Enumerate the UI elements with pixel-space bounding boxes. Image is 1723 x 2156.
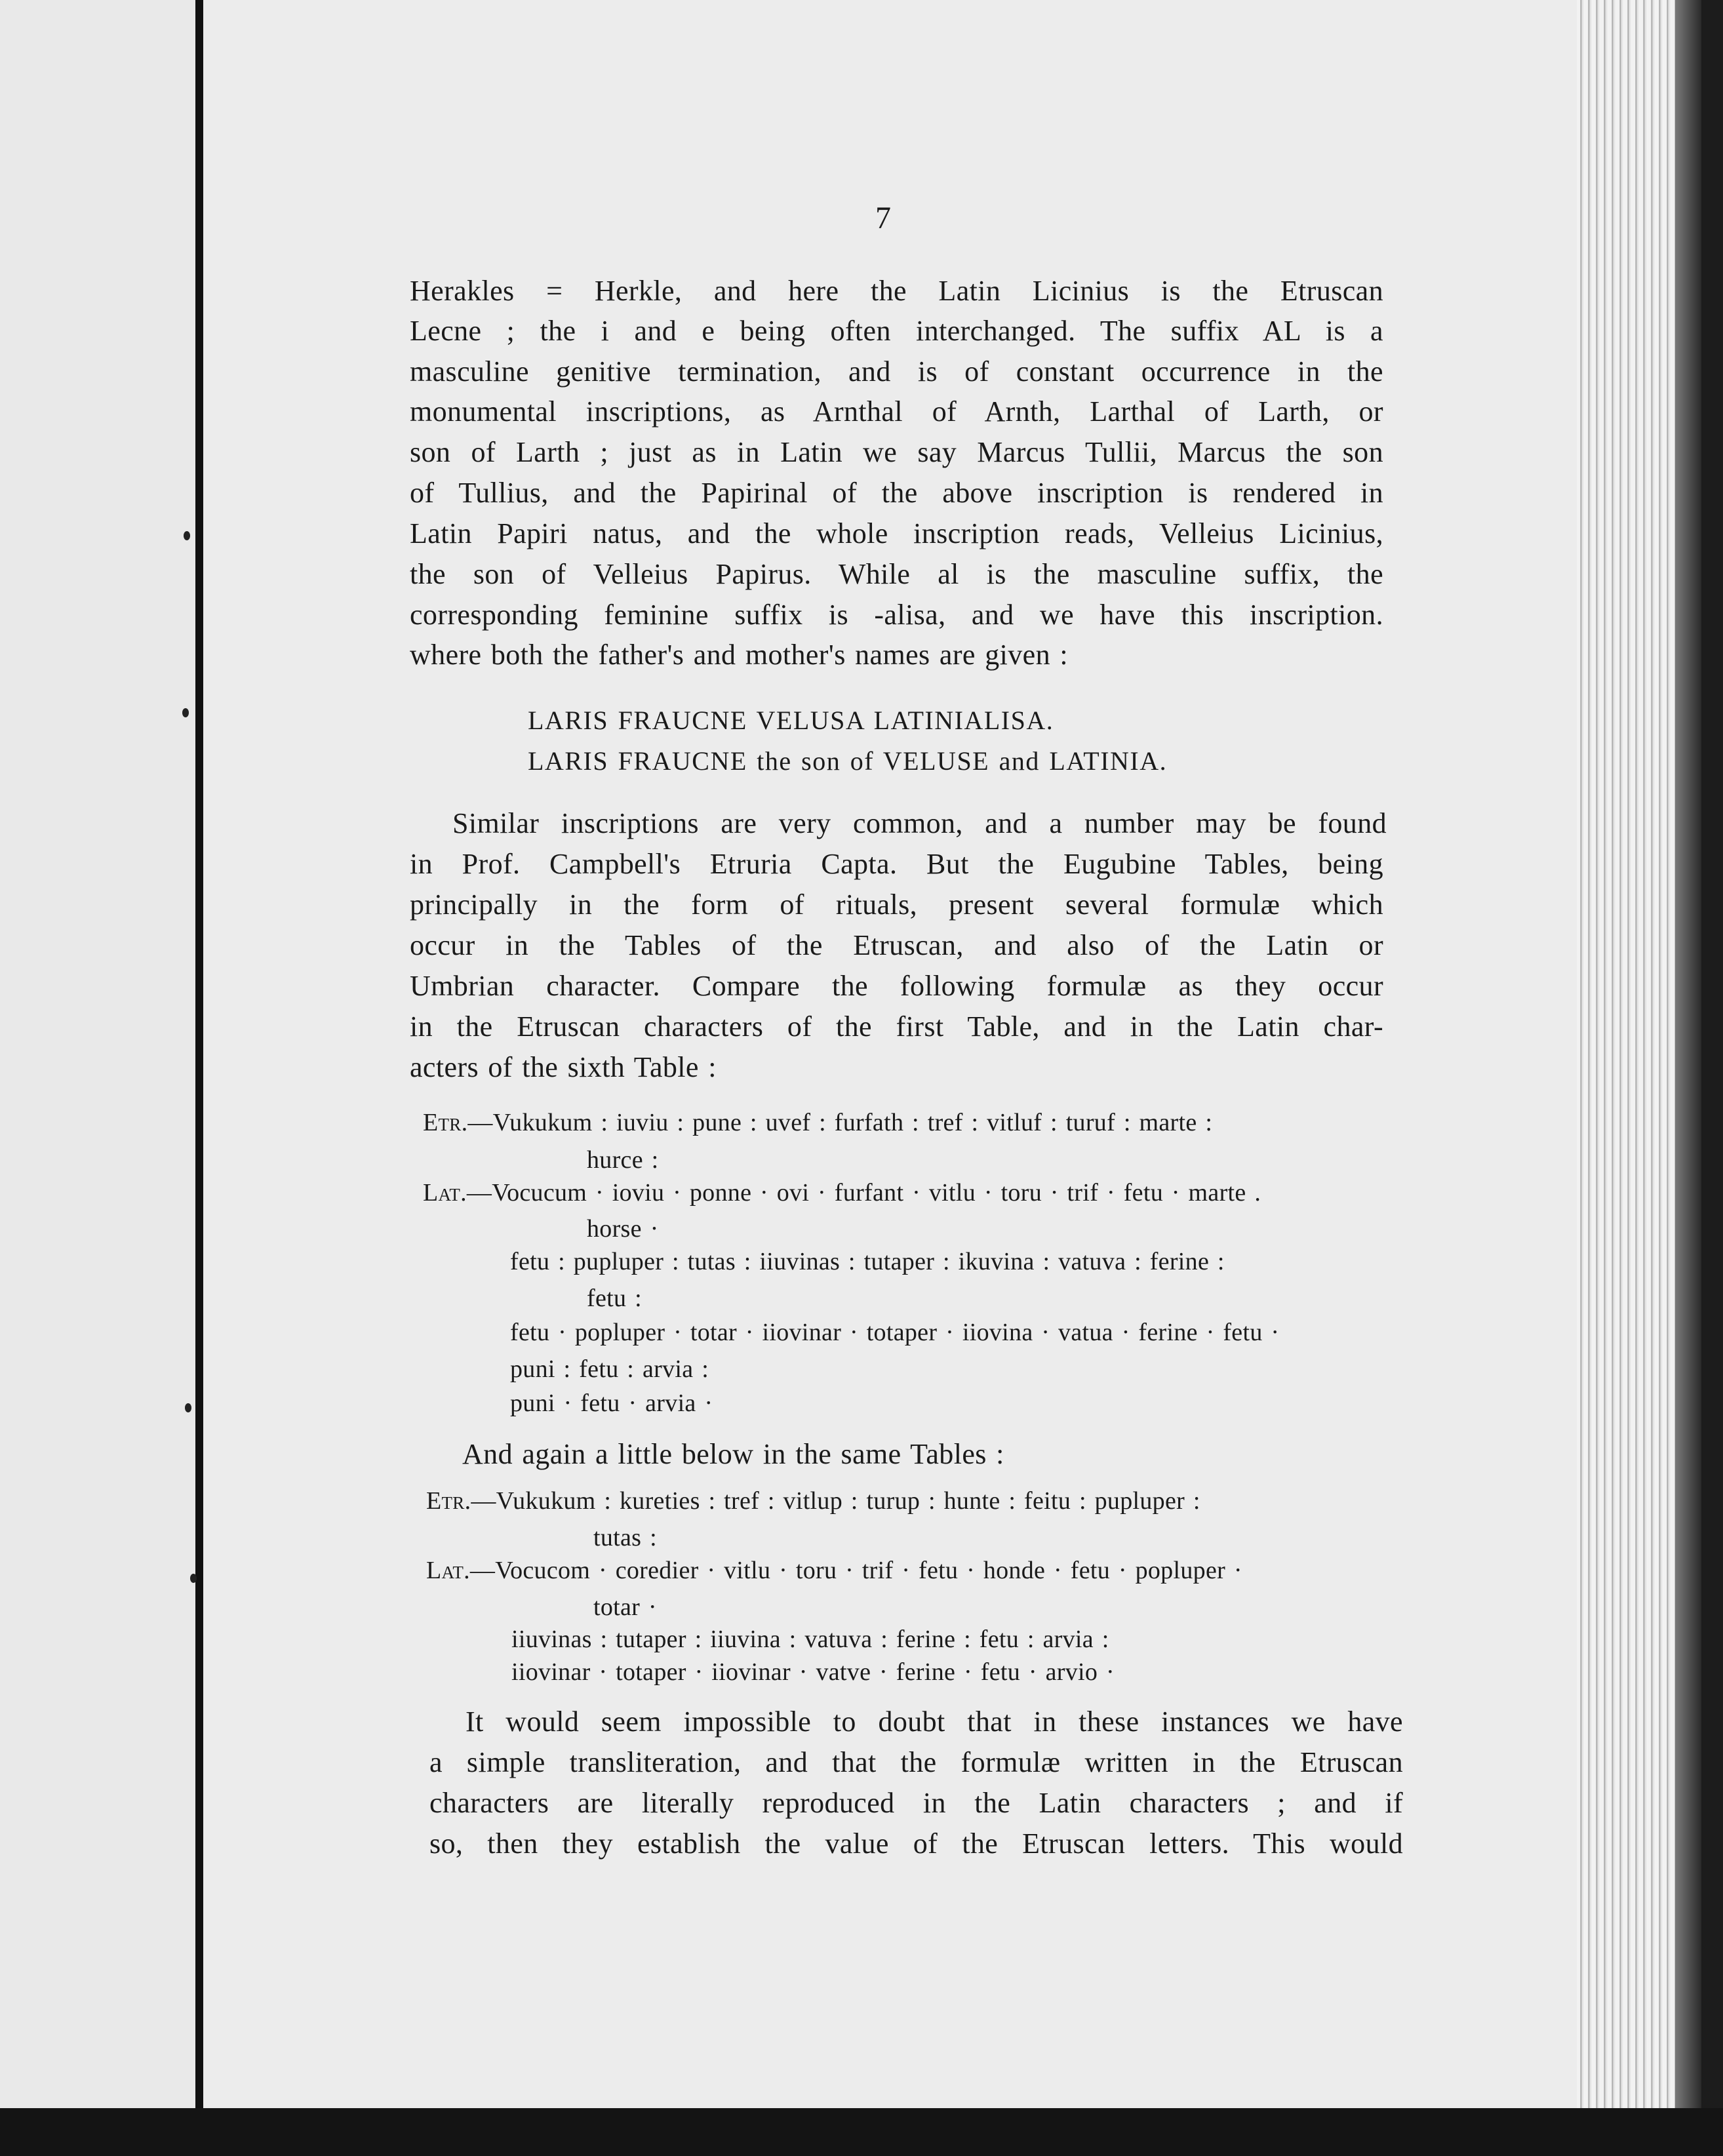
paragraph1-line: Herakles = Herkle, and here the Latin Licinius is the Etruscan <box>410 275 1383 307</box>
paragraph2-line: Similar inscriptions are very common, and a number may be found <box>452 807 1387 839</box>
formula-line: fetu · popluper · totar · iiovinar · totaper · iiovina · vatua · ferine · fetu · <box>510 1319 1280 1346</box>
etr-label: Etr. <box>426 1487 471 1515</box>
paragraph2-line: Umbrian character. Compare the following formulæ as they occur <box>410 970 1383 1002</box>
paragraph3-line: It would seem impossible to doubt that in these instances we have <box>465 1706 1403 1738</box>
paragraph1-line: Latin Papiri natus, and the whole inscription reads, Velleius Licinius, <box>410 517 1383 549</box>
formula-line: iiuvinas : tutaper : iiuvina : vatuva : ferine : fetu : arvia : <box>511 1626 1109 1653</box>
paragraph1-line: masculine genitive termination, and is of constant occurrence in the <box>410 355 1383 388</box>
lat-label: Lat. <box>426 1557 470 1584</box>
paragraph2-line: in the Etruscan characters of the first Table, and in the Latin char- <box>410 1010 1383 1043</box>
book-page-edges <box>1577 0 1701 2118</box>
formula-line: iiovinar · totaper · iiovinar · vatve · ferine · fetu · arvio · <box>511 1658 1115 1686</box>
formula-continuation: totar · <box>593 1593 657 1621</box>
formula-row-etr <box>423 1108 1212 1137</box>
paragraph2-line: acters of the sixth Table : <box>410 1051 717 1083</box>
formula-line: fetu : pupluper : tutas : iiuvinas : tutaper : ikuvina : vatuva : ferine : <box>510 1248 1225 1275</box>
paragraph1-line: the son of Velleius Papirus. While al is the masculine suffix, the <box>410 558 1383 590</box>
formula-line: puni · fetu · arvia · <box>510 1389 713 1417</box>
formula-continuation: hurce : <box>587 1146 659 1174</box>
paragraph1-line: Lecne ; the i and e being often interchanged. The suffix AL is a <box>410 315 1383 347</box>
lat-label: Lat. <box>423 1179 467 1207</box>
paragraph1-line: monumental inscriptions, as Arnthal of Arnth, Larthal of Larth, or <box>410 395 1383 428</box>
formula-text: —Vocucom · coredier · vitlu · toru · trif · fetu · honde · fetu · popluper · <box>469 1557 1242 1584</box>
paragraph2-line: occur in the Tables of the Etruscan, and also of the Latin or <box>410 929 1383 961</box>
paragraph3-line: so, then they establish the value of the Etruscan letters. This would <box>429 1827 1403 1860</box>
paragraph1-line: corresponding feminine suffix is -alisa, and we have this inscription. <box>410 599 1383 631</box>
formula-text: —Vocucum · ioviu · ponne · ovi · furfant · vitlu · toru · trif · fetu · marte . <box>466 1179 1261 1207</box>
paragraph1-line: of Tullius, and the Papirinal of the above inscription is rendered in <box>410 477 1383 509</box>
paragraph2-line: principally in the form of rituals, present several formulæ which <box>410 888 1383 921</box>
paragraph1-line: son of Larth ; just as in Latin we say Marcus Tullii, Marcus the son <box>410 436 1383 468</box>
section-intro-line: And again a little below in the same Tables : <box>462 1438 1004 1470</box>
paragraph2-line: in Prof. Campbell's Etruria Capta. But the Eugubine Tables, being <box>410 848 1383 880</box>
formula-row-lat <box>426 1556 1242 1585</box>
paragraph3-line: a simple transliteration, and that the formulæ written in the Etruscan <box>429 1746 1403 1778</box>
left-page <box>0 0 197 2108</box>
inscription-line: LARIS FRAUCNE the son of VELUSE and LATINIA. <box>528 746 1168 776</box>
formula-text: —Vukukum : kureties : tref : vitlup : turup : hunte : feitu : pupluper : <box>471 1487 1200 1515</box>
etr-label: Etr. <box>423 1109 468 1136</box>
bottom-shadow <box>0 2108 1723 2156</box>
inscription-line: LARIS FRAUCNE VELUSA LATINIALISA. <box>528 706 1054 735</box>
formula-continuation: fetu : <box>587 1285 642 1312</box>
formula-continuation: horse · <box>587 1215 659 1243</box>
formula-row-lat <box>423 1178 1261 1207</box>
paragraph1-line: where both the father's and mother's names are given : <box>410 639 1069 671</box>
formula-line: puni : fetu : arvia : <box>510 1355 709 1383</box>
paragraph3-line: characters are literally reproduced in the Latin characters ; and if <box>429 1787 1403 1819</box>
formula-text: —Vukukum : iuviu : pune : uvef : furfath : tref : vitluf : turuf : marte : <box>467 1109 1213 1136</box>
page-number: 7 <box>875 201 892 235</box>
formula-continuation: tutas : <box>593 1524 657 1551</box>
formula-row-etr <box>426 1487 1200 1515</box>
